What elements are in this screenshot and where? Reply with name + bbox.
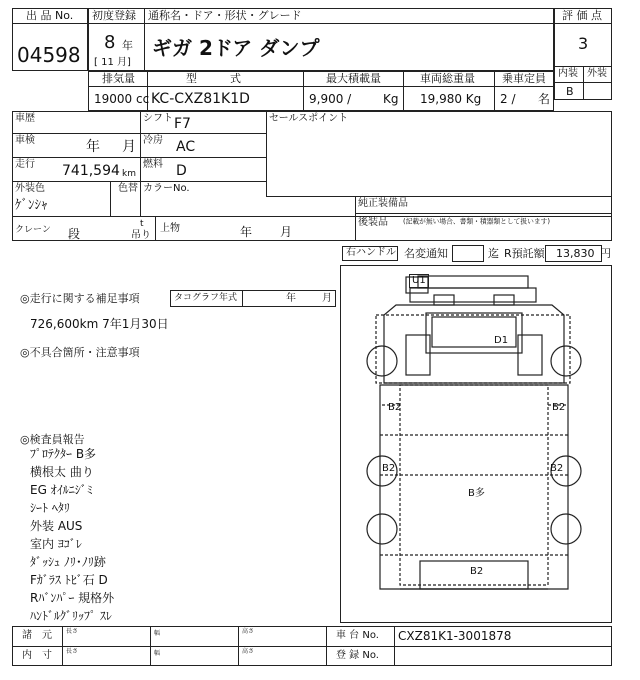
- inspector-line: Fｶﾞﾗｽ ﾄﾋﾞ石 D: [30, 573, 108, 587]
- crane-stage: 段: [68, 227, 81, 241]
- wheel-front-right: [551, 346, 581, 376]
- recycle-fee-label: R預託額: [504, 247, 545, 260]
- car-name: ギガ 2ドア ダンプ: [152, 36, 320, 60]
- lift-year: 年: [240, 225, 253, 239]
- registration-label: 初度登録: [92, 9, 136, 22]
- lot-number: 04598: [17, 43, 81, 67]
- inspector-line: Rﾊﾞﾝﾊﾟｰ 規格外: [30, 591, 115, 605]
- tachograph-year: 年: [286, 293, 296, 304]
- recycle-fee-unit: 円: [600, 247, 611, 260]
- aftermarket-label: 後装品: [358, 217, 388, 228]
- fuel-value: D: [176, 163, 187, 179]
- ac-value: AC: [176, 139, 196, 155]
- interior-grade-label: 内装: [558, 68, 578, 79]
- genuine-equipment-label: 純正装備品: [358, 198, 408, 209]
- fuel-label: 燃料: [143, 159, 163, 170]
- recycle-fee: 13,830: [556, 247, 595, 260]
- registration-no-label: 登 録 No.: [336, 650, 379, 661]
- mark-b2-mid-right: B2: [550, 463, 564, 474]
- grade-value: 3: [578, 34, 589, 53]
- name-change-until: 迄: [488, 247, 499, 260]
- sales-point-label: セールスポイント: [269, 113, 349, 124]
- capacity-label: 乗車定員: [502, 72, 546, 85]
- mark-b2-right: B2: [552, 402, 566, 413]
- wheel-front-left: [367, 346, 397, 376]
- registration-month: [ 11 月]: [94, 57, 131, 68]
- gross-weight: 19,980 Kg: [420, 92, 482, 106]
- mileage-label: 走行: [15, 159, 35, 170]
- dimensions-label: 諸 元: [22, 630, 52, 641]
- mark-b2-left: B2: [388, 402, 402, 413]
- lift-month: 月: [280, 225, 293, 239]
- inspector-line: ﾊﾝﾄﾞﾙｸﾞﾘｯﾌﾟ ｽﾚ: [30, 609, 112, 623]
- max-load-unit: Kg: [383, 92, 399, 106]
- mark-u1: U1: [409, 274, 429, 288]
- name-change-box: [452, 245, 484, 262]
- lot-label: 出 品 No.: [26, 9, 74, 22]
- wheel-rear-right: [551, 514, 581, 544]
- displacement-label: 排気量: [102, 72, 135, 85]
- interior-grade: B: [566, 85, 574, 98]
- mileage-note: 726,600km 7年1月30日: [30, 317, 169, 331]
- inner-dimensions-label: 内 寸: [22, 650, 52, 661]
- mirror-bar: [418, 276, 528, 288]
- mark-d1: D1: [494, 335, 509, 346]
- shift-label: シフト: [143, 113, 173, 124]
- inspector-line: ﾀﾞｯｼｭ ﾉﾘ･ﾉﾘ跡: [30, 555, 106, 569]
- defects-heading: ◎不具合箇所・注意事項: [20, 346, 140, 359]
- right-hand-drive: 右ハンドル: [346, 247, 396, 258]
- length-label: 長さ: [66, 628, 79, 635]
- marker-left: [434, 295, 454, 305]
- tachograph-label: タコグラフ年式: [174, 293, 238, 303]
- lift-label: 上物: [160, 223, 180, 234]
- width-label: 幅: [154, 630, 161, 637]
- mileage-notes-heading: ◎走行に関する補足事項: [20, 292, 140, 305]
- exterior-grade-label: 外装: [587, 68, 607, 79]
- gross-weight-label: 車両総重量: [420, 72, 475, 85]
- model-label: 型 式: [186, 72, 241, 85]
- name-change-label: 名変通知: [404, 247, 448, 260]
- mileage-unit: km: [122, 169, 136, 179]
- crane-label: クレーン: [15, 225, 51, 235]
- inspection-label: 車検: [15, 135, 35, 146]
- mark-b2-mid-left: B2: [382, 463, 396, 474]
- history-label: 車歴: [15, 113, 35, 124]
- chassis-number: CXZ81K1-3001878: [398, 629, 512, 643]
- tachograph-month: 月: [322, 293, 332, 304]
- inspector-line: ｼｰﾄ ﾍﾀﾘ: [30, 501, 70, 515]
- load-label: 最大積載量: [326, 72, 381, 85]
- chassis-label: 車 台 No.: [336, 630, 379, 641]
- crane-tons: t: [140, 219, 144, 229]
- registration-year: 8: [104, 32, 116, 53]
- displacement: 19000 cc: [94, 92, 150, 106]
- mileage-value: 741,594: [62, 163, 120, 179]
- car-name-label: 通称名・ドア・形状・グレード: [148, 9, 302, 22]
- max-load: 9,900 /: [309, 92, 352, 106]
- ac-label: 冷房: [143, 135, 163, 146]
- width-label: 幅: [154, 650, 161, 657]
- mark-b-many: B多: [468, 488, 485, 499]
- aftermarket-note: (記載が無い場合、書類・積器類として扱います): [403, 218, 551, 226]
- deck-outer: [380, 385, 568, 589]
- length-label: 長さ: [66, 648, 79, 655]
- color-change-label: 色替: [118, 183, 138, 194]
- inspector-line: 横根太 曲り: [30, 465, 94, 479]
- inspector-line: 外装 AUS: [30, 519, 83, 533]
- mark-b2-rear: B2: [470, 566, 484, 577]
- capacity: 2 /: [500, 92, 516, 106]
- grade-label: 評 価 点: [562, 9, 602, 22]
- registration-year-unit: 年: [122, 39, 133, 52]
- capacity-unit: 名: [538, 92, 551, 106]
- height-label: 高さ: [242, 648, 255, 655]
- inspection-month: 月: [122, 139, 136, 155]
- crane-lift: 吊り: [131, 230, 151, 241]
- cab-outline: [376, 315, 570, 383]
- inspector-line: EG ｵｲﾙﾆｼﾞﾐ: [30, 483, 93, 497]
- model-code: KC-CXZ81K1D: [151, 91, 250, 107]
- inspector-line: 室内 ﾖｺﾞﾚ: [30, 537, 82, 551]
- inspector-line: ﾌﾟﾛﾃｸﾀｰ B多: [30, 447, 97, 461]
- inspector-heading: ◎検査員報告: [20, 433, 85, 446]
- color-value: ｹﾞﾝｼｬ: [15, 198, 48, 213]
- height-label: 高さ: [242, 628, 255, 635]
- shift-value: F7: [174, 116, 191, 132]
- marker-right: [494, 295, 514, 305]
- color-label: 外装色: [15, 183, 45, 194]
- color-no-label: カラーNo.: [143, 183, 190, 194]
- inspection-year: 年: [86, 139, 100, 155]
- wheel-rear-left: [367, 514, 397, 544]
- roof-top: [410, 288, 536, 302]
